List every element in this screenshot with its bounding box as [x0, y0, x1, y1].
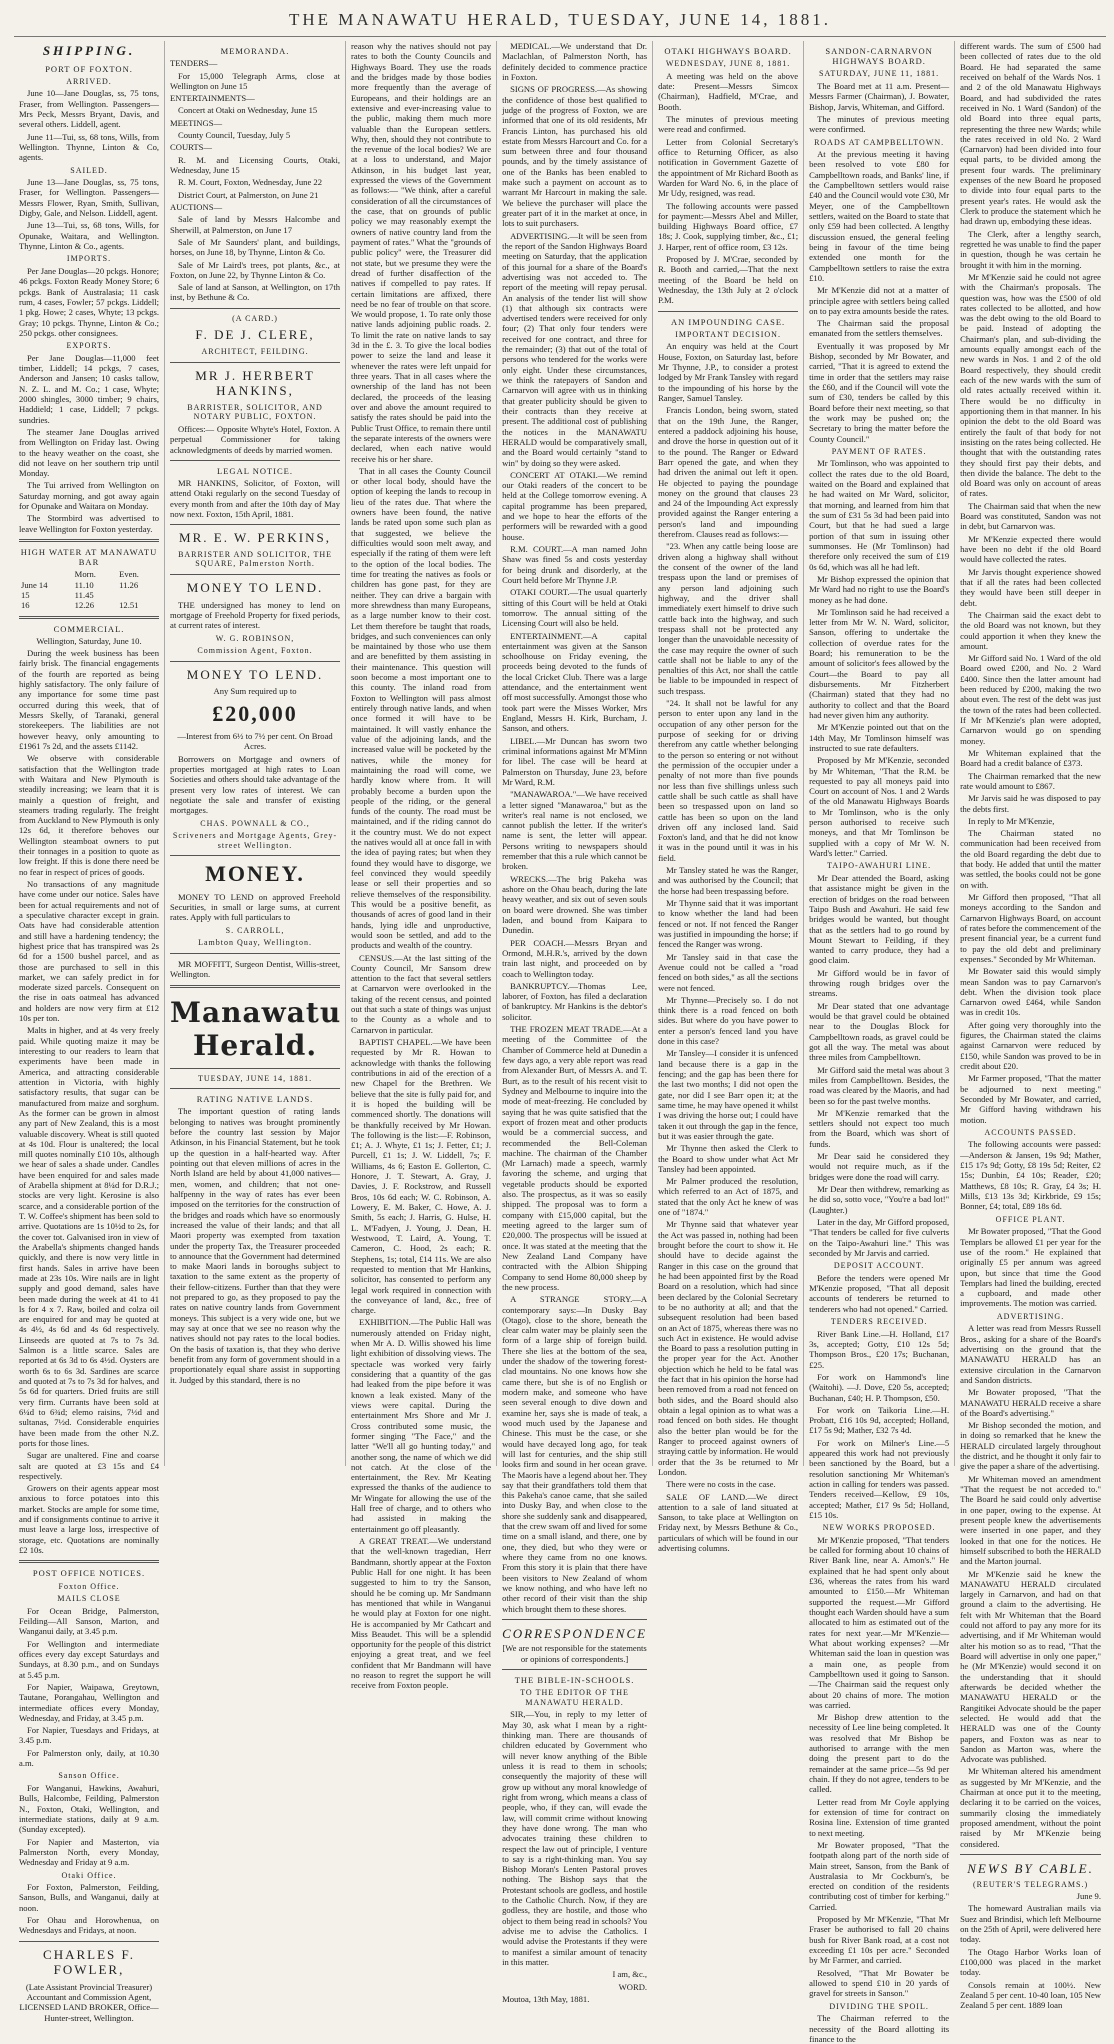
post-item: For Napier, Waipawa, Greytown, Tautane, Porangahau, Wellington and intermediate offices every Monday, Wednesday, and Friday, at 3.45 p.m. [19, 1681, 160, 1723]
sandon-para: At the previous meeting it having been resolved to vote £80 for Campbelltown roads, and Banks' line, if the Campbelltown settlers would raise £40 and the Council would vote £30, Mr Meyer, one of the Campbelltown settlers, waited on the Board to state that only £59 had been collected. A lengthy discussion ensued, the general feeling being in favour of the time being extended one month for the Campbelltown settlers to raise the extra £10. [809, 149, 950, 283]
cable-sub: (REUTER'S TELEGRAMS.) [972, 1879, 1089, 1889]
carroll-sub: Lambton Quay, Wellington. [198, 938, 312, 948]
money2-heading: MONEY TO LEND. [186, 666, 324, 682]
news-item: "MANAWAROA."—We have received a letter signed "Manawaroa," but as the writer's real name is not enclosed, we cannot publish the letter. If the writer's name is sent, the letter will appear. Persons writing to newspapers should remember that this a rule which cannot be broken. [502, 789, 648, 872]
bible-name: WORD. [618, 1981, 648, 1992]
sandon-para: Proposed by Mr M'Kenzie, "That Mr Fraser be authorised to fall 20 chains bush for River Bank road, at a cost not exceeding £1 10s per acre." Seconded by Mr Farmer, and carried. [809, 1914, 950, 1966]
bible-date: Moutoa, 13th May, 1881. [502, 1993, 590, 2004]
money-heading: MONEY TO LEND. [186, 580, 324, 596]
tide-row [19, 600, 159, 610]
impounding-heading: AN IMPOUNDING CASE. [671, 316, 786, 327]
memo-item: County Council, Tuesday, July 5 [178, 130, 291, 141]
divider [170, 308, 340, 309]
robinson-sub: Commission Agent, Foxton. [197, 646, 313, 656]
payment-heading: PAYMENT OF RATES. [831, 446, 927, 456]
cable-date: June 9. [1076, 1891, 1101, 1902]
sandon-para: Mr Dear stated that one advantage would be that gravel could be obtained near to the Douglas Block for Campbelltown roads, as gravel could be got all the way. The metal was about three miles from Campbelltown. [809, 1000, 950, 1063]
news-item: CONCERT AT OTAKI.—We remind our Otaki readers of the concert to be held at the College tomorrow evening. A capital programme has been prepared, and we hope to hear the efforts of the performers will be rewarded with a good house. [502, 469, 648, 542]
money3-body: MONEY TO LEND on approved Freehold Securities, in small or large sums, at current rates. Apply with full particulars to [170, 891, 341, 923]
office-plant-heading: OFFICE PLANT. [995, 1214, 1066, 1224]
sandon-para: Mr Whiteman explained that the Board had a credit balance of £373. [960, 747, 1101, 769]
tide-table [19, 569, 159, 610]
column-6 [804, 41, 955, 2044]
sandon-para: Mr M'Kenzie expected there would have been no debt if the old Board would have collected the rates. [960, 533, 1101, 565]
arrived-heading: ARRIVED. [66, 76, 112, 86]
sandon-para: Mr Bowater said this would simply mean Sandon was to pay Carnarvon's debt. When the division took place Carnarvon owed £464, while Sandon was in credit 10s. [960, 966, 1101, 1018]
column-1 [14, 41, 165, 2023]
legal-heading: LEGAL NOTICE. [217, 465, 293, 476]
perkins-name: MR. E. W. PERKINS, [179, 530, 331, 546]
news-item-treat: A GREAT TREAT.—We understand that the well-known tragedian, Herr Bandmann, shortly appear at the Foxton Public Hall for one night. It has been suggested to him to try the Sanson, should he be coming up. Mr Sandmann has mentioned that while in Wanganui he would play at Foxton for one night. He is accompanied by Mr Cathcart and Miss Beaudet. This will be a splendid opportunity for the people of this district enjoying a great treat, and we feel confident that Mr Bandmann will have no reason to regret the support he will receive from Foxton people. [351, 1536, 492, 1691]
sandon-para: Mr Gifford would be in favor of throwing rough bridges over the streams. [809, 967, 950, 999]
news-item-census: CENSUS.—At the last sitting of the County Council, Mr Sansom drew attention to the fact that several settlers at Carnarvon were overlooked in the taking of the recent census, and pointed out that such a state of things was unjust to the County as a whole and to Carnarvon in particular. [351, 952, 492, 1035]
exports-heading: EXPORTS. [66, 341, 112, 351]
tide-col-label [19, 569, 73, 579]
cable-item: The Otago Harbor Works loan of £100,000 was placed in the market today. [960, 1946, 1101, 1978]
rating-article: The important question of rating lands belonging to natives was brought prominently before the country last session by Major Atkinson, in his Financial Statement, but he took up the question in a half-hearted way. After pointing out that eleven millions of acres in the North Island are held by about 41,000 natives—men, women, and children; that not one-halfpenny in the way of rates has ever been imposed on the territories for the construction of the bridges and roads which have so enormously increased the value of their lands; and that all Maori property was exempted from taxation under the property Tax, the Treasurer proceeded to announce that the Government had determined to make Maori lands in boroughs subject to taxation to the same extent as the property of their fellow-citizens. Further than that they were not prepared to go, as they proposed to pay the rates on native country lands from Government moneys. This subject is a very wide one, but we may say at once that we see no reason why the natives should not pay rates to the local bodies. On the basis of taxation is, that they who derive benefit from any form of government should in a proportionately equal share assist in supporting it. Judged by this standard, there is no [170, 1106, 341, 1385]
sandon-para: The Chairman said the exact debt to the old Board was not known, but they could apportion it when they knew the amount. [960, 609, 1101, 651]
impounding-para: "23. When any cattle being loose are driven along a highway shall without the consent of the owner of the land trespass upon the land or premises of any person land adjoining such highway, and the driver shall immediately exert himself to drive such cattle back into the highway, and such trespass shall not be protected any longer than the unavoidable necessity of the case may require the owner of such cattle shall not be liable to any of the penalties of this Act, nor shall the cattle be liable to be impounded in respect of such trespass. [658, 541, 799, 696]
post-heading: POST OFFICE NOTICES. [32, 1568, 146, 1579]
divider [658, 311, 798, 312]
sandon-para: Mr Farmer proposed, "That the matter be adjourned to next meeting." Seconded by Mr Bowater, and carried, Mr Gifford having withdrawn his motion. [960, 1073, 1101, 1125]
tide-row [19, 580, 159, 590]
tide-cell: June 14 [21, 579, 48, 590]
tide-cell [117, 590, 159, 600]
imports-text: Per Jane Douglas—20 pckgs. Honore; 46 pckgs. Foxton Ready Money Store; 6 pckgs. Bank of Australasia; 11 cask rum, 4 cases, Fowler; 57 pckgs. Liddell; 1 pkg. Howe; 2 cases, Whyte; 13 pckgs. Gray; 10 pckgs. Thynne, Linton & Co.; 250 pckgs. other consignees. [19, 265, 160, 338]
sandon-para: River Bank Line.—H. Holland, £17 3s, accepted; Gotty, £10 12s 5d; Thompson Bros., £20 17s; Buchanan, £25. [809, 1328, 950, 1370]
columns [14, 41, 1106, 2044]
memo-label: MEETINGS— [170, 117, 223, 128]
tide-cell: 11.45 [74, 590, 94, 601]
memo-item: R. M. Court, Foxton, Wednesday, June 22 [178, 177, 322, 188]
sandon-date: SATURDAY, JUNE 11, 1881. [819, 69, 940, 79]
sandon-para: For work on Taikoria Line.—H. Probatt, £16 10s 9d, accepted; Holland, £17 5s 9d; Mather, £32 7s 4d. [809, 1404, 950, 1436]
sandon-para: For work on Hammond's line (Waitohi). —J. Dove, £20 5s, accepted; Buchanan, £40; H. P. Thompson, £50. [809, 1371, 950, 1403]
bible-to: TO THE EDITOR OF THE MANAWATU HERALD. [520, 1688, 629, 1707]
commercial-para: We observe with considerable satisfaction that the Wellington trade with Waitara and New Plymouth is steadily increasing; we learn that it is mainly a question of freight, and steamers trading regularly. The freight from Auckland to New Plymouth is only 12s 6d, it therefore behoves our Wellington steamboat owners to put their tonnages in a position to quote as low freight. If this is done there need be no fear in respect of prices of goods. [19, 753, 160, 877]
divider [170, 460, 340, 461]
sandon-para: Mr M'Kenzie proposed, "That tenders be called for forming about 10 chains of River Bank line, near A. Amon's." He explained that he had spent only about £36, whereas the rates from his ward amounted to £150.—Mr Whiteman supported the request.—Mr Gifford thought each Warden should have a sum allocated to him as estimated out of the rates for next year.—Mr M'Kenzie—What about working expenses? —Mr Whiteman said the loan in question was a main one, as people from Campbelltown used it going to Sanson.—The Chairman said the request only about 20 chains of more. The motion was carried. [809, 1534, 950, 1710]
masthead-title: THE MANAWATU HERALD, TUESDAY, JUNE 14, 1881. [288, 10, 832, 29]
sandon-para: The Chairman remarked that the new rate would amount to £867. [960, 770, 1101, 791]
memo-item: Concert at Otaki on Wednesday, June 15 [178, 105, 318, 116]
accounts-heading: ACCOUNTS PASSED. [984, 1127, 1077, 1137]
news-item: SIGNS OF PROGRESS.—As showing the confidence of those best qualified to judge of the progress of Foxton, we are informed that one of its old residents, Mr Francis Linton, has purchased his old estate from Messrs Harcourt and Co. for a sum between three and four thousand pounds, and by the timely assistance of one of the Banks has been enabled to make such a payment on account as to warrant Mr Harcourt in making the sale. We believe the purchaser will place the greater part of it in the market at once, in lots to suit purchasers. [502, 84, 648, 229]
sandon-para: In reply to Mr M'Kenzie, [968, 815, 1055, 826]
news-item-chapel: BAPTIST CHAPEL.—We have been requested by Mr R. Howan to acknowledge with thanks the following contributions in aid of the erection of a new Chapel for the Brethren. We believe that the site is fully paid for, and it is hoped the building will be commenced shortly. The donations will be thankfully received by Mr Howan. The following is the list:—F. Robinson, £1; A. J. Whyte, £1 1s; J. Fetter, £1; J. Purcell, £1 1s; J. W. Liddell, 7s; F. Williams, 4s 6; Easton E. Gollerton, C. Honore, J. T. Stewart, A. Gray, J. Davies, J. F. Rockstrow, and Russell Bros, 10s 6d each; W. C. Robinson, A. Lowery, E. M. Baker, C. Howe, A. J. Smith, 5s each; J. Harris, G. Hulse, H. L. M'Fadyen, J. Young, J. Dean, H. Westwood, T. Laird, A. Young, T. Cameron, C. Hood, 2s each; R. Stephens, 1s; total, £14 11s. We are also requested to mention that Mr Hankins, solicitor, has consented to perform any legal work required in connection with the conveyance of land, &c., free of charge. [351, 1037, 492, 1316]
pownall-name: CHAS. POWNALL & CO., [200, 818, 310, 828]
imports-heading: IMPORTS. [66, 254, 112, 264]
commercial-dateline: Wellington, Saturday, June 10. [36, 635, 142, 646]
shipping-heading: SHIPPING. [42, 43, 136, 58]
post-item: For Ocean Bridge, Palmerston, Feilding—All Sanson, Marton, and Wanganui daily, at 3.45 p.m. [19, 1605, 160, 1637]
column-5 [653, 41, 804, 1554]
divider [502, 1619, 647, 1620]
news-item: WRECKS.—The brig Pakeha was ashore on the Ohau beach, during the late heavy weather, and six out of seven souls on board were drowned. She was timber laden, and bound from Kaipara to Dunedin. [502, 873, 648, 936]
otaki-para: Letter from Colonial Secretary's office to Returning Officer, as also notification in Government Gazette of the appointment of Mr Richard Booth as Warden for Ward No. 6, in the place of Mr Udy, resigned, was read. [658, 136, 799, 199]
sandon-para: The following accounts were passed:—Anderson & Jansen, 19s 9d; Mather, £15 17s 9d; Gotty, £8 19s 5d; Reiter, £2 15s; Dunbin, £4 10s; Reader, £20; Matthews, £8 10s; R. Gray, £4 3s; H. Mills, £13 13s 3d; Kirkbride, £9 15s; Bonner, £4; total, £89 18s 6d. [960, 1139, 1101, 1212]
sandon-para: A letter was read from Messrs Russell Bros., asking for a share of the Board's advertising on the ground that the MANAWATU HERALD has an extensive circulation in the Carnarvon and Sandon districts. [960, 1323, 1101, 1385]
impounding-para: Mr Tansley—I consider it is unfenced land because there is a gap in the fencing; and the gap has been there for the last two months; I did not open the gate, nor did I see Barr open it; at the same time, he may have opened it whilst I was driving the horse out; I could have taken it out through the gap in the fence, but it was easier through the gate. [658, 1048, 799, 1141]
bible-letter: SIR,—You, in reply to my letter of May 30, ask what I mean by a right-thinking man. There are thousands of children educated by Government who will never know anything of the Bible unless it is read to them in schools; consequently the majority of these will grow up without any moral knowledge of right from wrong, which means a class of people, who, if they can, will evade the law, will commit crime without knowing they have done wrong. The man who advocates training these children to respect the law out of principle, I venture to say is a right-thinking man. You say Bishop Moran's Lenten Pastoral proves nothing. The Bishop says that the Protestant schools are godless, and hostile to the Catholic Church. Now, if they are godless, they are hostile, and those who object to them being read in schools? You advise me to advise the Catholics. I would advise the Protestants if they were to manifest a similar amount of tenacity in this matter. [502, 1709, 648, 1967]
otaki-para: Proposed by J. M'Crae, seconded by R. Booth and carried,—That the next meeting of the Board be held on Wednesday, the 13th July at 2 o'clock P.M. [658, 254, 799, 306]
news-item: PER COACH.—Messrs Bryan and Ormond, M.H.R.'s, arrived by the down train last night, and proceeded on by coach to Wellington today. [502, 937, 648, 979]
robinson-name: W. G. ROBINSON, [215, 633, 295, 643]
impounding-para: An enquiry was held at the Court House, Foxton, on Saturday last, before Mr Thynne, J.P., to consider a protest lodged by Mr Frank Tansley with regard to the impounding of his horse by the Ranger, Samuel Tansley. [658, 341, 799, 403]
sandon-para: The Board met at 11 a.m. Present—Messrs Farmer (Chairman), J. Bowater, Bishop, Jarvis, Whiteman, and Gifford. [809, 80, 950, 112]
commercial-para: Malts in higher, and at 4s very freely paid. While quoting maize it may be interesting to our readers to learn that experiments have been made in America, and attracting considerable attention in Victoria, with highly satisfactory results, that sugar can be manufactured from maize and sorghum. As the former can be grown in almost any part of New Zealand, this is a most valuable discovery. Wheat is still quoted at 4s 10d. Flour is unaltered; the local mill quotes nominally £10 10s, although we hear of sales a shade under. Candles have been enquired for and sales made of Arabella shipment at 8¼d for D.R.J.; stocks are very light. Kerosine is also scarce, and a considerable portion of the T. W. Coffee's shipment has been sold to arrive. Quotations are 1s 10½d to 2s, for the cover tot. Galvanised iron in view of the Arabella's shipments changed hands quickly, and there is now very little in first hands. Sales in arrive have been made at 23s 10s. Wire nails are in light supply and good demand, sales have been made during the week at 41 to 41 ls for 4 x 7. Raw, boiled and colza oil are enquired for and may be quoted at 4s 4½, 4s 6d and 4s 6d respectively. Linseeds are quoted at 7s to 7s 3d. Salmon is a little scarce. Sales are reported at 6s 3d to 6s 4½d. Oysters are worth 6s to 6s 3d. Sardines are scarce and quoted at 7s to 7s 3d for halves, and 5s 6d for quarters. Dried fruits are still very firm. Currants have been sold at 6¼d to 6¾d; elemo raisins, 7½d and sultanas, 7½d. Considerable enquiries have been made from the other N.Z. ports for those lines. [19, 1025, 160, 1448]
commercial-para: During the week business has been fairly brisk. The financial engagements of the fourth are reported as being highly satisfactory. The only failure of any importance for some time past occurred during this week, that of Messrs Skelly, of Taranaki, general storekeepers. The liabilities are not however heavy, only amounting to £1961 7s 2d, and the assets £1142. [19, 648, 160, 751]
impounding-para: Mr Tansley said in that case the Avenue could not be called a "road fenced on both sides," as all the sections were not fenced. [658, 951, 799, 993]
post-office-sub: Foxton Office. [58, 1581, 120, 1591]
masthead [14, 6, 1106, 37]
sandon-para: Letter read from Mr Coyle applying for extension of time for contract on Rosina line. Extension of time granted to next meeting. [809, 1796, 950, 1838]
sandon-para: The Chairman referred to the necessity of the Board allotting its finance to the [809, 2013, 950, 2044]
news-item: OTAKI COURT.—The usual quarterly sitting of this Court will be held at Otaki tomorrow. The annual sitting of the Licensing Court will also be held. [502, 587, 648, 629]
carroll-name: S. CARROLL, [225, 925, 285, 935]
impounding-para: Francis London, being sworn, stated that on the 19th June, the Ranger, entered a paddock adjoining his house, and drove the horse in question out of it to the pound. The Ranger or Edward Barr opened the gate, and when they had driven the animal out left it open. He objected to paying the poundage money on the ground that clauses 23 and 24 of the Impounding Act expressly provided against the Ranger entering a person's land and impounding therefrom. Clauses read as follows:— [658, 405, 799, 540]
sandon-para: Mr Tomlinson, who was appointed to collect the rates due to the old Board, waited on the Board and explained that he had waited on Mr Ward, solicitor, that morning, and learned from him that the sum of £31 5s 3d had been paid into Court, but that he had sued a large portion of that sum in issuing other summonses. He (Mr Tomlinson) had therefore only received the sum of £19 0s 6d, which was all he had left. [809, 458, 950, 572]
sandon-para: Mr Jarvis thought experience showed that if all the rates had been collected they would have been still deeper in debt. [960, 566, 1101, 608]
arrival-1: June 10—Jane Douglas, ss, 75 tons, Fraser, from Wellington. Passengers—Mrs Peck, Messrs Bryant, Davis, and several others. Liddell, agent. [19, 88, 160, 130]
column-7 [955, 41, 1106, 2011]
money2-interest: —Interest from 6½ to 7½ per cent. On Broad Acres. [177, 731, 333, 752]
money3-heading: MONEY. [205, 861, 305, 887]
post-item: For Wellington and intermediate offices every day except Saturdays and Sundays, at 8.30 p.m., and on Sundays at 5.45 p.m. [19, 1638, 160, 1680]
money2-body: Borrowers on Mortgage and owners of properties mortgaged at high rates to Loan Societies and others should take advantage of the present very low rates of interest. We can negotiate the sale and transfer of existing mortgages. [170, 753, 341, 816]
sandon-para: Mr Bishop seconded the motion, and in doing so remarked that he knew the HERALD circulated largely throughout the district, and he thought it only fair to give the paper a share of the advertising. [960, 1420, 1101, 1472]
hankins-name: MR J. HERBERT HANKINS, [195, 367, 315, 399]
sandon-heading: SANDON-CARNARVON HIGHWAYS BOARD. [825, 46, 933, 67]
divider [170, 524, 340, 525]
memo-label: COURTS— [170, 142, 213, 153]
sandon-para: Mr Bishop expressed the opinion that Mr Ward had no right to use the Board's money as he had done. [809, 573, 950, 605]
port-heading: PORT OF FOXTON. [45, 63, 133, 74]
divider [502, 1669, 647, 1670]
sailing-1: June 13—Jane Douglas, ss, 75 tons, Fraser, for Wellington. Passengers—Messrs Flower, Ryan, Smith, Sullivan, Digby, Gale, and Nelson. Liddell, agent. [19, 177, 160, 219]
commercial-para: No transactions of any magnitude have come under our notice. Sales have been for actual requirements and not of a speculative character except in grain. Oats have had considerable attention and still have a hardening tendency; the highest price that has transpired was 2s 6d for a 1500 bushel parcel, and as those are purchased to sell in this market, we can safely predict in for moderate sized parcels. Consequent on the rise in oats oatmeal has advanced and holders are now very firm at £12 10s per ton. [19, 879, 160, 1024]
sale-of-land: SALE OF LAND.—We direct attention to a sale of land situated at Sanson, to take place at Wellington on Friday next, by Messrs Bethune & Co., particulars of which will be found in our advertising columns. [658, 1491, 799, 1554]
memoranda-heading: MEMORANDA. [220, 46, 290, 56]
column-4 [497, 41, 653, 2004]
sandon-para: The Clerk, after a lengthy search, regretted he was unable to find the paper in question, though he was certain he brought it with him in the morning. [960, 228, 1101, 270]
divider [170, 362, 340, 363]
memo-item: Sale of land at Sanson, at Wellington, on 17th inst, by Bethune & Co. [170, 282, 341, 303]
tide-col-morn: Morn. [74, 569, 96, 580]
sandon-para: Mr Whiteman altered his amendment as suggested by Mr M'Kenzie, and the Chairman at once put it to the meeting, declaring it to be carried on the voices, summarily closing the immediately proposed amendment, without the point raised by Mr M'Kenzie being considered. [960, 1766, 1101, 1849]
sandon-para: Mr M'Kenzie said he knew the MANAWATU HERALD circulated largely in Carnarvon, and had on that ground a claim to the advertising. He felt with Mr Whiteman that the Board could not afford to pay any more for its advertising, and if Mr Whiteman would alter his motion so as to read, "That the Board will advertise in only one paper," he (Mr M'Kenzie) would second it on the understanding that it should afterwards be decided whether the MANAWATU HERALD or the Rangitikei Advocate should be the paper selected. He would add that the HERALD was one of the County papers, and Foxton was as near to Sandon as Marton was, where the Advocate was published. [960, 1568, 1101, 1765]
commercial-para: Sugar are unaltered. Fine and coarse salt are quoted at £3 15s and £4 respectively. [19, 1450, 160, 1481]
sandon-para: Mr Dear attended the Board, asking that assistance might be given in the erection of bridges on the road between Taipo Bush and Awahuri. He said few bridges would be wanted, but thought that as the settlers had to go round by Mount Stewart to Feilding, if they wanted to carry produce, they had a good claim. [809, 872, 950, 966]
news-item: LIBEL.—Mr Duncan has sworn two criminal informations against Mr M'Minn for libel. The case will be heard at Palmerston on Thursday, June 23, before Mr Ward, R.M. [502, 735, 648, 787]
clere-name: F. DE J. CLERE, [195, 327, 315, 343]
sailed-heading: SAILED. [70, 165, 108, 175]
tide-cell: 11.10 [74, 579, 94, 590]
divider [170, 1068, 340, 1069]
sandon-continued: different wards. The sum of £500 had been collected of rates due to the old Board. He had separated the same received on behalf of the Wards Nos. 1 and 2 of the old Manawatu Highways Board, and had subdivided the rates received in No. 1 Ward (Sandon) of the old Board into three equal parts, representing the three new Wards; while the rates received in old No. 2 Ward (Carnarvon) had been divided into four equal parts, to be divided among the present four wards. The preliminary expenses of the new Board he proposed to divide into four equal parts to the present year's rates. He would ask the Clerk to produce the statement which he had drawn up, embodying these ideas. [960, 41, 1101, 227]
bible-heading: THE BIBLE-IN-SCHOOLS. [514, 1675, 635, 1686]
sandon-para: Mr Dear then withdrew, remarking as he did so, sotto voce, "You're a bad lot!" (Laughter.) [809, 1184, 950, 1215]
arrival-2: June 11—Tui, ss, 68 tons, Wills, from Wellington. Thynne, Linton & Co, agents. [19, 131, 160, 163]
impounding-para: Mr Thynne—Precisely so. I do not think there is a road fenced on both sides. But where do you have power to enter a person's fenced land you have done in this case? [658, 994, 799, 1047]
otaki-para: The minutes of previous meeting were read and confirmed. [658, 114, 799, 135]
divider [170, 1088, 340, 1089]
clere-sub: ARCHITECT, FEILDING. [201, 346, 309, 356]
divider [170, 661, 340, 662]
sandon-para: Mr Tomlinson said he had received a letter from Mr W. N. Ward, solicitor, Sanson, offering to undertake the collection of overdue rates for the Board; his remuneration to be the amount of solicitor's fees allowed by the Court—the Board to pay all disbursements. Mr Fitzherbert (Chairman) stated that they had no authority to collect and that the Board had never given him any authority. [809, 606, 950, 720]
sailing-2: June 13—Tui, ss, 68 tons, Wills, for Opunake, Waitara, and Wellington. Thynne, Linton & Co., agents. [19, 220, 160, 252]
memo-item: Sale of Mr Saunders' plant, and buildings, horses, on June 18, by Thynne, Linton & Co. [170, 236, 341, 258]
divider [19, 1560, 159, 1563]
news-item: BANKRUPTCY.—Thomas Lee, laborer, of Foxton, has filed a declaration of bankruptcy. Mr Hankins is the debtor's solicitor. [502, 980, 648, 1022]
tide-col-even: Even. [119, 569, 139, 580]
tide-cell: 16 [21, 600, 30, 611]
news-item: R.M. COURT.—A man named John Shaw was fined 5s and costs yesterday for being drunk and disorderly, at the Court held before Mr Thynne J.P. [502, 544, 648, 585]
memo-item: R. M. and Licensing Courts, Otaki, Wednesday, June 15 [170, 154, 341, 175]
stormbird-note: The Stormbird was advertised to leave Wellington for Foxton yesterday. [19, 513, 160, 534]
tide-cell: 15 [21, 590, 30, 601]
news-item: A STRANGE STORY.—A contemporary says:—In Dusky Bay (Otago), close to the shore, beneath the clear calm water may be plainly seen the form of a large ship of foreign build. There she lies at the bottom of the sea, under the shadow of the towering forest-clad mountains. No one knows how she came there, but she is of no English or modern make, and someone who have seen several enough to dive down and examine her, says she is made of teak, a wood much used by the Japanese and Chinese. This must be the case, or she would have decayed long ago, for teak will last for centuries, and the ship still looks firm and sound in her ocean grave. The Maoris have a legend about her. They say that their grandfathers told them that this Pakeha's canoe came, that she sailed into Dusky Bay, and when close to the shore she suddenly sank and disappeared, that the crew swam off and lived for some time on a small island, and there, one by one, they died, but who they were or where they came from no one knows. From this story it is plain that there have been visitors to New Zealand of whom we know nothing, and who have left no other record of their visit than the ship which brought them to these shores. [502, 1294, 648, 1614]
tide-header-row [19, 569, 159, 579]
news-item: MEDICAL.—We understand that Dr. Maclachlan, of Palmerston North, has definitely decided to commence practice in Foxton. [502, 41, 648, 82]
sandon-para: Mr Whiteman moved an amendment "That the request be not acceded to." The Board he said could only advertise in one paper, owing to the expense. At present people knew the advertisements were inserted in one paper, and they looked in that one for the notices. He himself subscribed to both the HERALD and the Marton journal. [960, 1473, 1101, 1567]
sandon-para: The Chairman said that when the new Board was constituted, Sandon was not in debt, but Carnarvon was. [960, 500, 1101, 532]
divider [170, 574, 340, 575]
impounding-para: "24. It shall not be lawful for any person to enter upon any land in the occupation of any other person for the purpose of seeking for or driving therefrom any cattle whether belonging to the person so entering or not without the permission of the occupier under a penalty of not more than five pounds nor less than five shillings unless such cattle shall be such cattle as shall have been so trespassed upon on land so cattle has been so upon on the land driven off any inclosed land. Said Foxton's land, and that he did not know it was in the pound until it was in his field. [658, 698, 799, 863]
sandon-para: Mr Jarvis said he was disposed to pay the debts first. [960, 793, 1101, 814]
divider [170, 985, 340, 988]
moffitt-ad: MR MOFFITT, Surgeon Dentist, Willis-street, Wellington. [170, 958, 341, 980]
editorial-para: That in all cases the County Council or other local body, should have the option of keeping the lands to recoup in lieu of the rates due. That where the owners have been found, the native lands be rated upon some such plan as that suggested, we believe the difficulties would soon melt away, and especially if the rating of them were left to the option of the local bodies. The time for treating the natives as fools or children has gone past, for they are neither. They can drive a bargain with more shrewdness than many Europeans, as a large number know to their cost. Let them therefore be taught that roads, bridges, and such conveniences can only be maintained by those who use them and are benefitted by them assisting in their maintenance. This question will soon become a most important one to this county. The inland road from Foxton to Wellington will pass almost entirely through native lands, and when once formed it will have to be maintained. It will vastly enhance the value of the adjoining lands, and the increased value will be pocketed by the natives, while the money for maintaining the road will come, we hardly know where from. It will probably become a burden upon the people of the riding, or the general funds of the county. The road must be maintained, and if the riding cannot do it the country must. We do not expect the natives would all at once fall in with the idea of paying rates; but when they found they would have to disgorge, we feel convinced they would speedily lease or sell their properties and so relieve themselves of the responsibility. This would be a positive benefit, as thousands of acres of good land in their hands, lying idle and unproductive, would soon be settled, and add to the products and wealth of the country. [351, 465, 492, 951]
sandon-para: The Chairman said the proposal emanated from the settlers themselves. [809, 318, 950, 339]
otaki-para: The following accounts were passed for payment:—Messrs Abel and Miller, building Highways Board office, £7 18s; J. Cook, supplying timber, &c., £1; J. Harper, rent of office room, £3 12s. [658, 200, 799, 252]
column-2 [165, 41, 346, 1466]
sandon-para: The minutes of previous meeting were confirmed. [809, 113, 950, 135]
issue-dateline: TUESDAY, JUNE 14, 1881. [197, 1073, 313, 1083]
sandon-para: Mr Bowater proposed, "That the footpath along part of the north side of Main street, Sanson, from the Bank of Australasia to Mr Cockburn's, be erected on condition of the residents contributing cost of timber for kerbing." Carried. [809, 1839, 950, 1912]
memo-label: ENTERTAINMENTS— [170, 93, 255, 104]
dividing-heading: DIVIDING THE SPOIL. [829, 2001, 929, 2011]
cable-item: Consols remain at 100½. New Zealand 5 per cent. 10-40 loan, 105 New Zealand 5 per cent. 1889 loan [960, 1979, 1101, 2011]
impounding-sub: IMPORTANT DECISION. [675, 329, 781, 339]
impounding-para: There were no costs in the case. [666, 1479, 776, 1490]
news-item: ADVERTISING.—It will be seen from the report of the Sandon Highways Board meeting on Saturday, that the application of this journal for a share of the Board's advertising was not acceded to. The report of the meeting will repay perusal. An analysis of the tender list will show (1) that although six contracts were advertised tenders were received for only four; (2) That only four tenders were received for one contract, and three for the remainder; (3) that out of the total of persons who tendered for the works were only eight. Under these circumstances, we think the ratepayers of Sandon and Carnarvon will agree with us in thinking that greater publicity should be given to their contracts than they receive at present. The additional cost of publishing the notices in the MANAWATU HERALD would be comparatively small, and the Board would certainly "stand to win" by doing so they were asked. [502, 230, 648, 468]
pownall-sub: Scriveners and Mortgage Agents, Grey-street Wellington. [172, 831, 338, 850]
commercial-para: Growers on their agents appear most anxious to force potatoes into this market. Stocks are ample for some time, and if consignments continue to arrive it must leave a large loss, irrespective of storage, etc. Quotations are nominally £2 10s. [19, 1483, 160, 1556]
otaki-date: WEDNESDAY, JUNE 8, 1881. [665, 59, 791, 69]
divider [19, 1941, 159, 1942]
money2-sum: Any Sum required up to [213, 686, 297, 697]
commercial-heading: COMMERCIAL. [53, 623, 125, 634]
sandon-para: Mr M'Kenzie remarked that the settlers should not expect too much from the Board, which was short of funds. [809, 1107, 950, 1149]
bible-sign: I am, &c., [612, 1969, 648, 1980]
column-3 [346, 41, 497, 1691]
rating-heading: RATING NATIVE LANDS. [196, 1094, 314, 1105]
cable-heading: NEWS BY CABLE. [967, 1860, 1094, 1876]
sandon-para: Resolved, "That Mr Bowater be allowed to spend £10 in 20 yards of gravel for streets in Sanson." [809, 1967, 950, 1999]
sandon-para: Mr Bowater proposed, "That the MANAWATU HERALD receive a share of the Board's advertising." [960, 1387, 1101, 1418]
news-item-exhibition: EXHIBITION.—The Public Hall was numerously attended on Friday night, when Mr A. D. Willis showed his lime light exhibition of dissolving views. The spectacle was worked very fairly considering that a quantity of the gas had leaked from the pipe before it was known a leak existed. Many of the views were capital. During the entertainment Mrs Shore and Mr J. Cross contributed some music, the former singing "The Face," and the latter "We'll all go hunting today," and another song, the name of which we did not catch. At the close of the entertainment, the Rev. Mr Keating expressed the thanks of the audience to Mr Wingate for allowing the use of the Hall free of charge, and to others who had assisted in making the entertainment go off pleasantly. [351, 1317, 492, 1534]
sandon-para: For work on Milner's Line.—5 appeared this work had not previously been sanctioned by the Board, but a resolution sanctioning Mr Whiteman's action in calling for tenders was passed. Tenders received—Kellow, £9 10s, accepted; Mather, £17 9s 5d; Holland, £15 10s. [809, 1437, 950, 1520]
impounding-para: Mr Palmer produced the resolution, which referred to an Act of 1875, and stated that the only Act he knew of was one of "1874." [658, 1176, 799, 1218]
sandon-para: Later in the day, Mr Gifford proposed, "That tenders be called for five culverts on the Taipo-Awahuri line." This was seconded by Mr Jarvis and carried. [809, 1216, 950, 1258]
sandon-para: Mr Gifford said No. 1 Ward of the old Board owed £200, and No. 2 Ward £400. Since then the latter amount had been reduced by £200, making the two about even. The rest of the debt was just the town of the rates had been collected. If Mr M'Kenzie's plan were adopted, Carnarvon would go on spending money. [960, 653, 1101, 746]
memo-item: District Court, at Palmerston, on June 21 [178, 189, 319, 200]
tide-heading: HIGH WATER AT MANAWATU BAR [20, 547, 158, 568]
divider [19, 539, 159, 542]
impounding-para: Mr Thynne then asked the Clerk to the Board to show under what Act Mr Tansley had been appointed. [658, 1143, 799, 1174]
tide-cell: 12.51 [119, 600, 139, 611]
fowler-ad: (Late Assistant Provincial Treasurer) Accountant and Commission Agent, LICENSED LAND BROKER, Office—Hunter-street, Wellington. [19, 1981, 159, 2023]
sandon-para: Mr Bowater proposed, "That the Good Templars be allowed £1 per year for the use of the room." He explained that originally £5 per annum was agreed upon, but since that time the Good Templars had lined the building, erected a cupboard, and made other improvements. The motion was carried. [960, 1226, 1101, 1309]
sandon-para: Mr M'Kenzie said he could not agree with the Chairman's proposals. The question was, how was the £500 of old rates collected to be allotted, and how was the debt owing to the old Board to be paid. Instead of adopting the Chairman's plan, and sub-dividing the amounts equally amongst each of the new wards in Nos. 1 and 2 of the old Board respectively, they should credit each of the new wards with the sum of old rates actually received within it. There would be no difficulty in apportioning them in that manner. In his opinion the debt to the old Board was entirely the fault of that body for not insisting on the rates being collected. He thought that with the outstanding rates they should first pay their debts, and then divide the balance. The debt to the old Board was only on account of areas of rates. [960, 271, 1101, 499]
memo-label: AUCTIONS— [170, 201, 223, 212]
tui-note: The Tui arrived from Wellington on Saturday morning, and got away again for Opunake and Waitara on Monday. [19, 480, 160, 512]
otaki-para: A meeting was held on the above date: Present—Messrs Simcox (Chairman), Hadfield, M'Crae, and Booth. [658, 70, 799, 112]
tide-row [19, 590, 159, 600]
news-item: ENTERTAINMENT.—A capital entertainment was given at the Sanson schoolhouse on Friday evening, the proceeds being devoted to the funds of the local Cricket Club. There was a large attendance, and the entertainment went off most successfully. Amongst those who took part were the Misses Worker, Mrs England, Messrs H. Kirk, Burcham, J. Sanson, and others. [502, 630, 648, 734]
otaki-office: Otaki Office. [61, 1870, 117, 1880]
post-item: For Napier, Tuesdays and Fridays, at 3.45 p.m. [19, 1725, 160, 1746]
hankins-offices: Offices:— Opposite Whyte's Hotel, Foxton. A perpetual Commissioner for taking acknowledgments of deeds by married women. [170, 423, 341, 455]
sandon-para: Mr Bishop drew attention to the necessity of Lee line being completed. It was resolved that Mr Bishop be authorised to arrange with the men doing the present part to do the remainder at the same price—5s 9d per chain. If they do not agree, tenders to be called. [809, 1712, 950, 1795]
advertising-heading: ADVERTISING. [996, 1311, 1065, 1321]
sandon-para: The Chairman stated no communication had been received from the old Board regarding the debt due to that body. He added that until the matter was settled, the books could not be gone on with. [960, 828, 1101, 890]
sandon-para: Proposed by Mr M'Kenzie, seconded by Mr Whiteman, "That the R.M. be requested to pay all moneys paid into Court on account of Nos. 1 and 2 Wards of the old Manawatu Highways Boards to Mr Tomlinson, who is the only person authorised to receive such moneys, and that Mr Tomlinson be supplied with a copy of Mr W. N. Ward's letter." Carried. [809, 755, 950, 859]
taipo-heading: TAIPO-AWAHURI LINE. [827, 861, 932, 871]
sandon-para: After going very thoroughly into the figures, the Chairman stated the claims against Carnarvon were reduced by £150, while Sandon was proved to be in credit about £20. [960, 1019, 1101, 1071]
memo-label: TENDERS— [170, 58, 218, 69]
card-label: (A CARD.) [232, 313, 278, 323]
divider [960, 1854, 1101, 1855]
hankins-sub: BARRISTER, SOLICITOR, AND NOTARY PUBLIC, FOXTON. [187, 402, 323, 422]
editorial-continued: reason why the natives should not pay rates to both the County Councils and Highways Board. They use the roads and the bridges made by those bodies more frequently than the average of Europeans, and their holdings are an extensive and ever-increasing value to the public, making them much more valuable than the European settlers. Why, then, should they not contribute to the revenue of the local bodies? We are at a loss to understand, and Major Atkinson, in his budget last year, expressed the views of the Government as follows:— "We think, after a careful consideration of all the circumstances of the case, that on grounds of public policy we may reasonably exempt the owners of native country land from the payment of rates." What the "grounds of public policy" were, the Treasurer did not state, but we presume they were the dread of further disaffection of the natives if compelled to pay rates. If certain limitations are affixed, there need be no fear of trouble on that score. We would propose, 1. To rate only those native lands adjoining public roads. 2. To limit the rate on native lands to say 3d in the £. 3. To give the local bodies power to seize the land and lease it whenever the rates were left unpaid for three years. That in all cases where the ownership of the land has not been declared, the proceeds of the leasing over and above the amount required to satisfy the rates should be paid into the Public Trust Office, to remain there until the separate interests of the owners were declared, when each native would receive his or her share. [351, 41, 492, 464]
memo-item: Sale of Mr Laird's trees, pot plants, &c., at Foxton, on June 22, by Thynne Linton & Co. [170, 259, 341, 280]
divider [170, 855, 340, 856]
sandon-para: Eventually it was proposed by Mr Bishop, seconded by Mr Bowater, and carried, "That it is agreed to extend the time in order that the settlers may raise the £60, and if the Council will vote the sum of £30, tenders be called by this Board before their next meeting, so that the work may be pushed on; the Secretary to bring the matter before the County Council." [809, 340, 950, 444]
deposit-heading: DEPOSIT ACCOUNT. [833, 1261, 925, 1271]
correspondence-heading: CORRESPONDENCE [502, 1625, 648, 1641]
tenders-heading: TENDERS RECEIVED. [830, 1317, 928, 1327]
post-item: For Wanganui, Hawkins, Awahuri, Bulls, Halcombe, Feilding, Palmerston N., Foxton, Otaki, Wellington, and intermediate stations, daily at 9 a.m. (Sunday excepted). [19, 1783, 160, 1835]
sandon-para: Mr M'Kenzie pointed out that on the 14th May, Mr Tomlinson himself was instructed to sue rate defaulters. [809, 722, 950, 753]
divider [170, 953, 340, 954]
sandon-para: Mr Dear said he considered they would not require much, as if the bridges were done the road will carry. [809, 1151, 950, 1182]
divider [19, 616, 159, 619]
memo-item: For 15,000 Telegraph Arms, close at Wellington on June 15 [170, 70, 341, 91]
cable-item: The homeward Australian mails via Suez and Brindisi, which left Melbourne on the 25th of April, were delivered here today. [960, 1903, 1101, 1945]
correspondence-note: [We are not responsible for the statements or opinions of correspondents.] [502, 1643, 647, 1664]
post-item: For Palmerston only, daily, at 10.30 a.m. [19, 1747, 160, 1769]
legal-notice: MR HANKINS, Solicitor, of Foxton, will attend Otaki regularly on the second Tuesday of every month from and after the 10th day of May now next. Foxton, 15th April, 1881. [170, 478, 341, 519]
newspaper-nameplate: Manawatu Herald. [170, 995, 342, 1063]
otaki-heading: OTAKI HIGHWAYS BOARD. [664, 46, 792, 56]
mails-close: MAILS CLOSE [57, 1594, 121, 1604]
tide-cell: 11.26 [119, 579, 139, 590]
post-item: For Foxton, Palmerston, Feilding, Sanson, Bulls, and Wanganui, daily at noon. [19, 1882, 160, 1913]
sandon-para: Mr Gifford said the metal was about 3 miles from Campbelltown. Besides, the road was cleared by the Maoris, and had been so for the past twelve months. [809, 1064, 950, 1106]
memo-item: Sale of land by Messrs Halcombe and Sherwill, at Palmerston, on June 17 [170, 214, 341, 235]
impounding-para: Mr Thynne said that it was important to know whether the land had been fenced or not. If not fenced the Ranger was justified in impounding the horse; if fenced the Ranger was wrong. [658, 898, 799, 950]
sandon-para: Before the tenders were opened Mr M'Kenzie proposed, "That all deposit accounts of tenderers be returned to tenderers who had not opened." Carried. [809, 1272, 950, 1314]
sandon-para: Mr Gifford then proposed, "That all moneys according to the Sandon and Carnarvon Highways Board, on account of rates before the commencement of the present financial year, be a current fund to pay the old debt and preliminary expenses." Seconded by Mr Whiteman. [960, 892, 1101, 964]
sandon-para: Mr M'Kenzie did not at a matter of principle agree with settlers being called on to pay extra amounts beside the rates. [809, 285, 950, 316]
perkins-sub: BARRISTER AND SOLICITOR, THE SQUARE, Palmerston North. [178, 549, 332, 569]
news-item: THE FROZEN MEAT TRADE.—At a meeting of the Committee of the Chamber of Commerce held at Dunedin a few days ago, a very able report was read from Alexander Burt, of Messrs A. and T. Burt, as to the result of his recent visit to Sydney and Melbourne to inquire into the mode of meat-freezing. He concluded by saying that he was quite satisfied that the export of frozen meat and other products would be a commercial success, and recommended the Bell-Coleman machine. The chairman of the Chamber (Mr Larnach) made a speech, warmly favoring the scheme, and urging that vegetable products should be exported also. The prospectus, as it was so easily shipped. The proposal was to form a company with £15,000 capital, but the meeting agreed to the larger sum of £20,000. The prospectus will be issued at once. It was stated at the meeting that the New Zealand Land Company have contracted with the Albion Shipping Company to send Home 80,000 sheep by the new process. [502, 1024, 648, 1292]
new-works-heading: NEW WORKS PROPOSED. [822, 1523, 936, 1533]
impounding-para: Mr Thynne said that whatever year the Act was passed in, nothing had been brought before the court to show it. He should have to decide against the Ranger in this case on the ground that he had been appointed first by the Road Board on a resolution, which had since been declared by the Colonial Secretary to be no authority at all; and that the subsequent resolution had been based on an Act of 1875, whereas there was no such Act in existence. He would advise the Board to pass a resolution putting in the proper year for the Act. Another objection which he held to be fatal was the fact that in his opinion the horse had been removed from a road not fenced on both sides, and the Board should also obtain a legal opinion as to what was a road fenced on both sides. He thought also the better plan would be for the Ranger to proceed against owners of straying cattle by information. He would order that the 3s be returned to Mr London. [658, 1219, 799, 1477]
post-item: For Ohau and Horowhenua, on Wednesdays and Fridays, at noon. [19, 1915, 160, 1936]
fowler-name: CHARLES F. FOWLER, [43, 1946, 135, 1978]
impounding-para: Mr Tansley stated he was the Ranger, and was authorised by the Council; that the horse had been trespassing before. [658, 865, 799, 896]
sanson-office: Sanson Office. [58, 1771, 120, 1781]
steamer-note: The steamer Jane Douglas arrived from Wellington on Friday last. Owing to the heavy weather on the coast, she did not leave on her southern trip until Monday. [19, 426, 160, 479]
money2-amount: £20,000 [212, 700, 298, 726]
tide-cell: 12.26 [74, 600, 95, 611]
exports-text: Per Jane Douglas—11,000 feet timber, Liddell; 14 pckgs, 7 cases, Anderson and Jansen; 10 casks tallow, N. Z. L. and M. Co.; 1 case, Whyte; 2000 shingles, 3000 timber; 9 chairs, Haddield; 1 case, Liddell; 7 pckgs. sundries. [19, 352, 160, 425]
money-body: THE undersigned has money to lend on mortgage of Freehold Property for fixed periods, at current rates of interest. [170, 599, 341, 631]
roads-heading: ROADS AT CAMPBELLTOWN. [814, 137, 945, 147]
post-item: For Napier and Masterton, via Palmerston North, every Monday, Wednesday and Friday at 9 a.m. [19, 1836, 160, 1868]
